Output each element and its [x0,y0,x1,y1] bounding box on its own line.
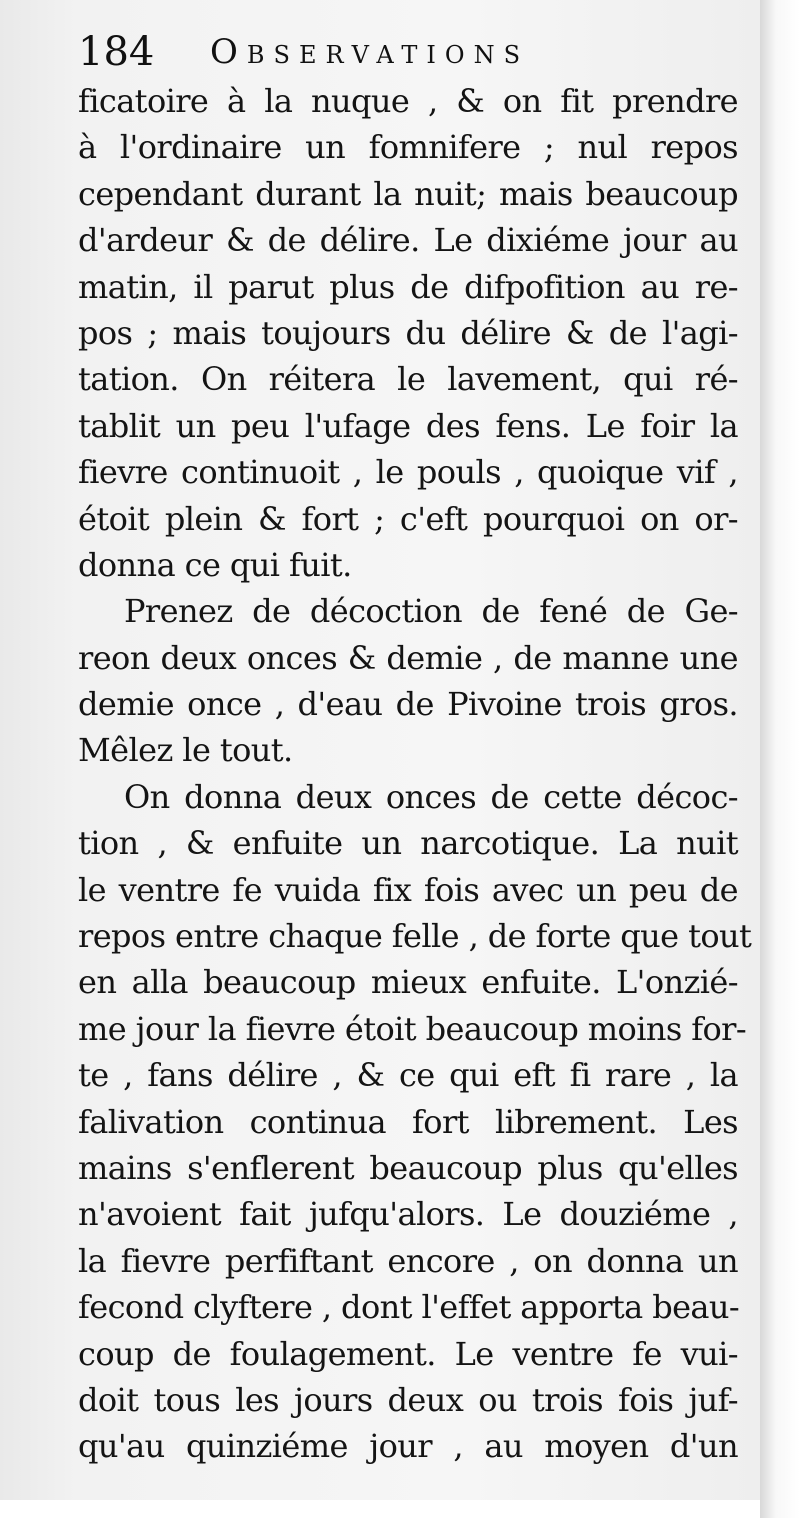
text-line: la fievre perfiftant encore , on donna un [78,1241,738,1280]
text-line: te , fans délire , & ce qui eft fi rare , la [78,1056,738,1095]
text-line: cependant durant la nuit; mais beaucoup [78,174,738,213]
text-line: qu'au quinziéme jour , au moyen d'un [78,1427,738,1466]
text-line: le ventre fe vuida fix fois avec un peu de [78,870,738,909]
text-line: Mêlez le tout. [78,731,293,770]
text-line: matin, il parut plus de difpofition au re- [78,267,738,306]
text-line: coup de foulagement. Le ventre fe vui- [78,1334,738,1373]
text-line: tablit un peu l'ufage des fens. Le foir la [78,406,738,445]
text-line: étoit plein & fort ; c'eft pourquoi on or- [78,499,738,538]
text-line: en alla beaucoup mieux enfuite. L'onzié- [78,963,738,1002]
text-line: mains s'enflerent beaucoup plus qu'elles [78,1148,738,1187]
text-line: pos ; mais toujours du délire & de l'agi- [78,313,738,352]
page-number: 184 [78,29,155,75]
text-line: falivation continua fort librement. Les [78,1102,738,1141]
paragraph-1 [78,78,738,588]
text-line: Prenez de décoction de fené de Ge- [124,592,738,631]
text-line: fievre continuoit , le pouls , quoique vif , [78,453,738,492]
text-line: repos entre chaque felle , de forte que tout [78,917,752,956]
text-line: reon deux onces & demie , de manne une [78,638,738,677]
text-line: n'avoient fait jufqu'alors. Le douziéme , [78,1195,738,1234]
text-line: me jour la fievre étoit beaucoup moins for- [78,1009,747,1048]
text-line: On donna deux onces de cette décoc- [124,777,738,816]
text-line: tion , & enfuite un narcotique. La nuit [78,824,738,863]
page-edge [760,0,800,1518]
running-head: Observations [210,32,530,72]
text-line: tation. On réitera le lavement, qui ré- [78,360,738,399]
text-line: doit tous les jours deux ou trois fois juf- [78,1380,738,1419]
text-line: à l'ordinaire un fomnifere ; nul repos [78,128,738,167]
body-text [78,78,752,1470]
text-line: donna ce qui fuit. [78,545,352,584]
text-line: demie once , d'eau de Pivoine trois gros. [78,685,738,724]
paragraph-2 [78,588,738,774]
paragraph-3 [78,774,752,1470]
text-line: d'ardeur & de délire. Le dixiéme jour au [78,221,738,260]
page-header [78,28,718,76]
text-line: fecond clyftere , dont l'effet apporta beau- [78,1288,740,1327]
text-line: ficatoire à la nuque , & on fit prendre [78,82,738,120]
